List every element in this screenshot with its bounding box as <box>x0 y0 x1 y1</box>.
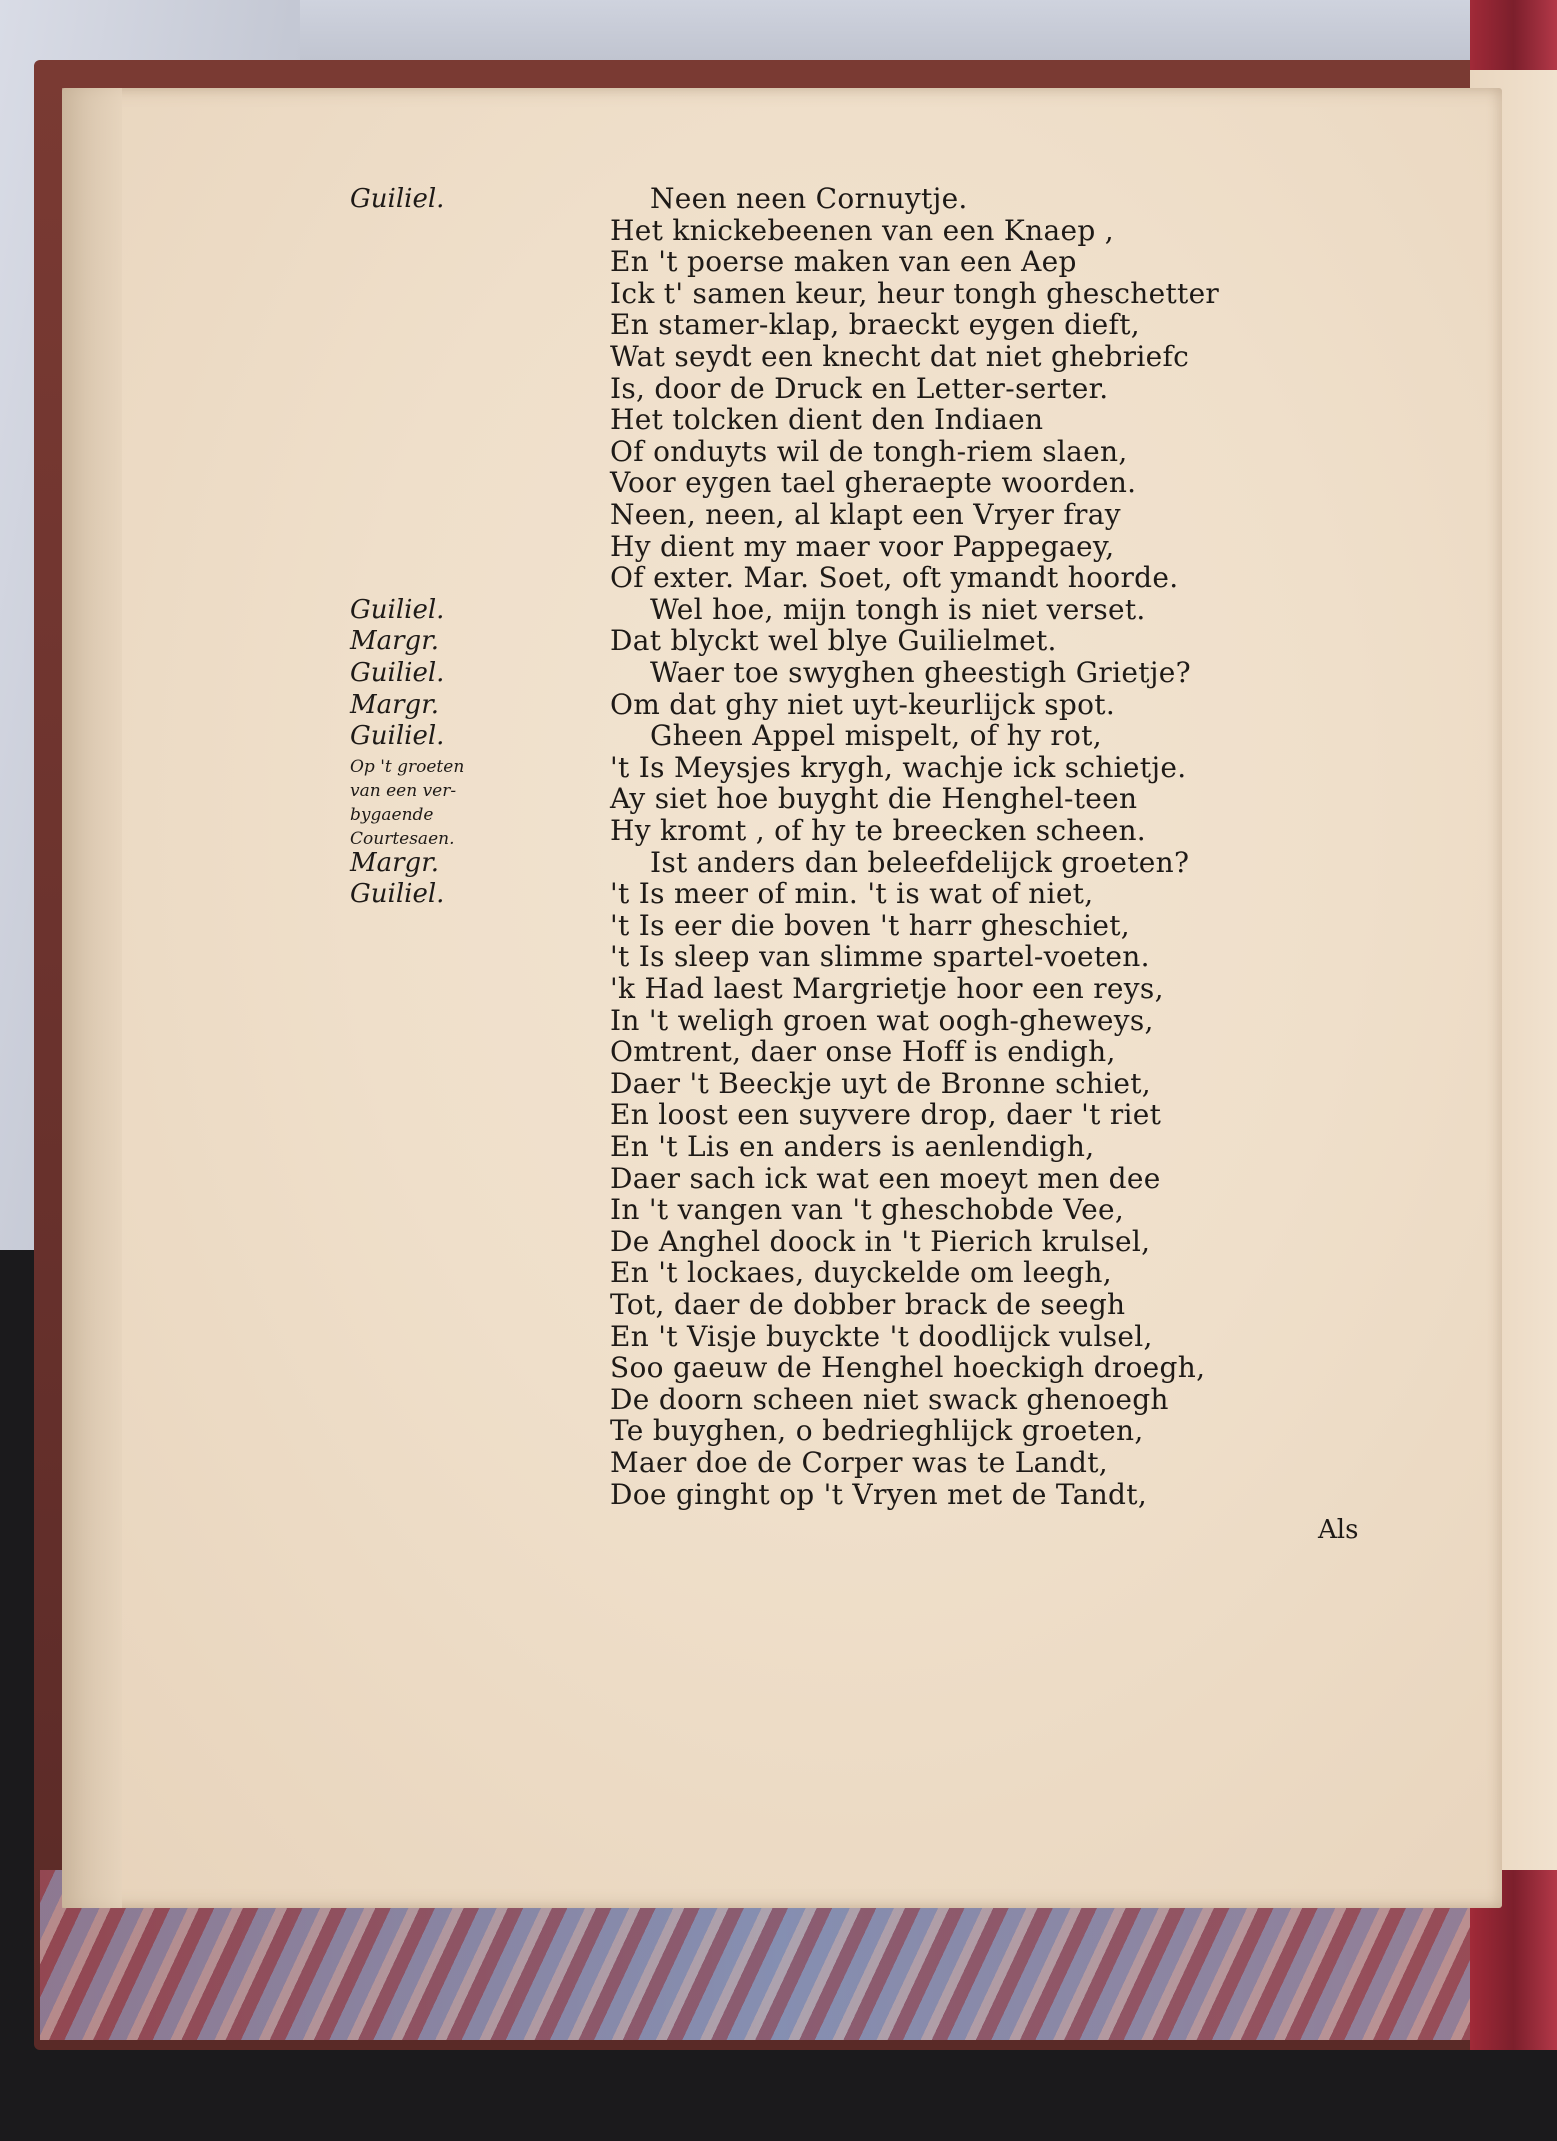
verse-line: Is, door de Druck en Letter-serter. <box>610 371 1109 405</box>
verse-line: Doe ginght op 't Vryen met de Tandt, <box>610 1477 1148 1511</box>
verse-line: En 't poerse maken van een Aep <box>610 245 1077 279</box>
verse-line: 't Is Meysjes krygh, wachje ick schietje. <box>610 750 1187 784</box>
verse-line: Daer 't Beeckje uyt de Bronne schiet, <box>610 1066 1151 1100</box>
verse-line: Gheen Appel mispelt, of hy rot, <box>650 719 1102 753</box>
verse-line: Dat blyckt wel blye Guilielmet. <box>610 624 1057 658</box>
verse-line: Tot, daer de dobber brack de seegh <box>610 1288 1126 1321</box>
speaker-label: Guiliel. <box>350 594 445 625</box>
verse-line: De Anghel doock in 't Pierich krulsel, <box>610 1224 1151 1258</box>
verse-line: En 't lockaes, duyckelde om leegh, <box>610 1256 1112 1290</box>
verse-line: Omtrent, daer onse Hoff is endigh, <box>610 1035 1116 1069</box>
verse-line: En 't Visje buyckte 't doodlijck vulsel, <box>610 1319 1153 1353</box>
verse-line: En loost een suyvere drop, daer 't riet <box>610 1098 1162 1132</box>
verse-line: Of onduyts wil de tongh-riem slaen, <box>610 434 1128 468</box>
verse-line: Ist anders dan beleefdelijck groeten? <box>650 845 1190 879</box>
verse-line: En 't Lis en anders is aenlendigh, <box>610 1130 1095 1163</box>
verse-line: Daer sach ick wat een moeyt men dee <box>610 1161 1161 1195</box>
verse-line: 't Is sleep van slimme spartel-voeten. <box>610 940 1150 974</box>
verse-line: En stamer-klap, braeckt eygen dieft, <box>610 308 1140 342</box>
verse-line: Hy kromt , of hy te breecken scheen. <box>610 814 1147 847</box>
verse-line: Neen neen Cornuytje. <box>650 182 968 215</box>
stage-direction-line: van een ver- <box>350 780 457 801</box>
verse-line: Ay siet hoe buyght die Henghel-teen <box>610 782 1138 816</box>
speaker-label: Guiliel. <box>350 721 445 752</box>
verse-line: 't Is meer of min. 't is wat of niet, <box>610 877 1094 911</box>
speaker-label: Margr. <box>350 689 440 720</box>
verse-line: Ick t' samen keur, heur tongh gheschetter <box>610 276 1220 310</box>
verse-line: Of exter. Mar. Soet, oft ymandt hoorde. <box>610 561 1179 595</box>
verse-line: Soo gaeuw de Henghel hoeckigh droegh, <box>610 1351 1206 1385</box>
verse-line: In 't vangen van 't gheschobde Vee, <box>610 1193 1125 1227</box>
verse-line: Om dat ghy niet uyt-keurlijck spot. <box>610 687 1116 721</box>
verse-line: Voor eygen tael gheraepte woorden. <box>610 466 1137 500</box>
speaker-label: Guiliel. <box>350 658 445 688</box>
stage-direction-line: bygaende <box>350 804 434 825</box>
verse-line: 't Is eer die boven 't harr gheschiet, <box>610 908 1130 942</box>
verse-line: De doorn scheen niet swack ghenoegh <box>610 1382 1169 1416</box>
stage-direction-line: Courtesaen. <box>350 828 455 849</box>
verse-line: Neen, neen, al klapt een Vryer fray <box>610 498 1121 531</box>
verse-line: Wel hoe, mijn tongh is niet verset. <box>650 592 1146 626</box>
speaker-label: Margr. <box>350 626 440 657</box>
verse-line: Hy dient my maer voor Pappegaey, <box>610 529 1115 563</box>
verse-line: Het knickebeenen van een Knaep , <box>610 213 1114 247</box>
verse-line: Waer toe swyghen gheestigh Grietje? <box>650 656 1191 689</box>
verse-line: 'k Had laest Margrietje hoor een reys, <box>610 972 1164 1005</box>
verse-line: Het tolcken dient den Indiaen <box>610 403 1044 437</box>
speaker-label: Guiliel. <box>350 184 445 214</box>
speaker-label: Margr. <box>350 847 440 878</box>
catchword: Als <box>1318 1515 1359 1545</box>
stage-direction-line: Op 't groeten <box>350 756 465 777</box>
speaker-label: Guiliel. <box>350 879 445 910</box>
page-gutter-shadow <box>62 88 122 1908</box>
verse-line: Te buyghen, o bedrieghlijck groeten, <box>610 1414 1144 1448</box>
verse-line: Wat seydt een knecht dat niet ghebriefc <box>610 340 1190 373</box>
verse-line: Maer doe de Corper was te Landt, <box>610 1446 1108 1479</box>
verse-line: In 't weligh groen wat oogh-gheweys, <box>610 1003 1154 1037</box>
